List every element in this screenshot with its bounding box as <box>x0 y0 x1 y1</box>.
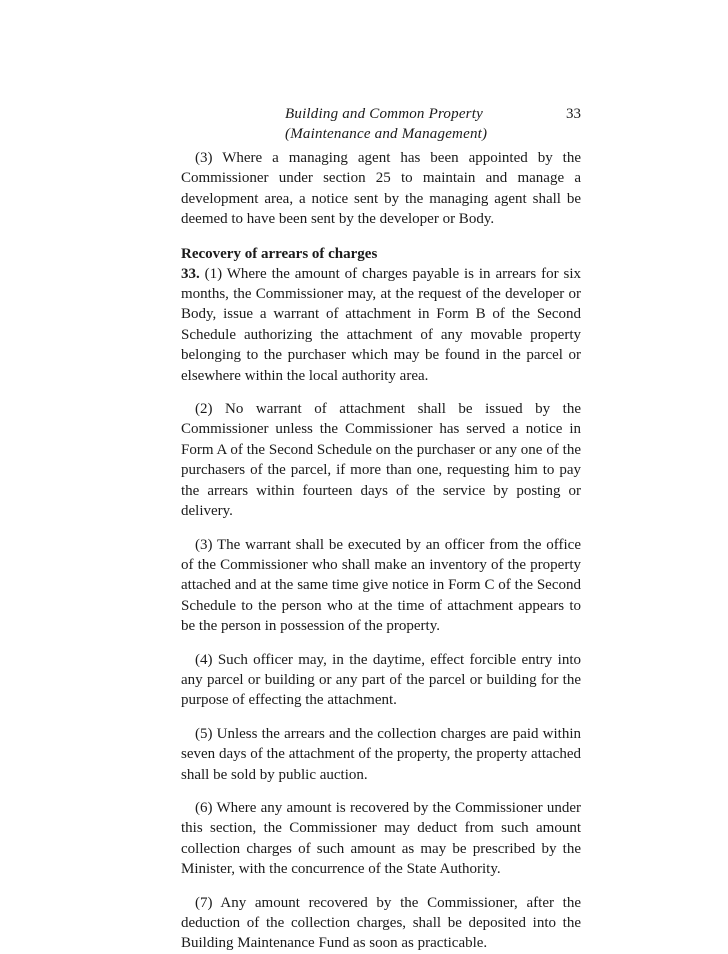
subsection-4: (4) Such officer may, in the daytime, effect forcible entry into any parcel or building or any part of the parcel or building for the purpose of effecting the attachment. <box>181 651 581 709</box>
running-title-line-1: Building and Common Property <box>285 106 483 122</box>
subsection-1-text: (1) Where the amount of charges payable is in arrears for six months, the Commissioner may, at the request of the developer or Body, issue a warrant of attachment in Form B of the Second Schedule authorizing the attachment of any movable property belonging to the purchaser which may be found in the parcel or elsewhere within the local authority area. <box>181 265 582 384</box>
subsection-5: (5) Unless the arrears and the collection charges are paid within seven days of the attachment of the property, the property attached shall be sold by public auction. <box>181 725 581 783</box>
subsection-6: (6) Where any amount is recovered by the Commissioner under this section, the Commissioner may deduct from such amount collection charges of such amount as may be prescribed by the Minister, with the concurrence of the State Authority. <box>181 799 581 878</box>
subsection-7: (7) Any amount recovered by the Commissioner, after the deduction of the collection charges, shall be deposited into the Building Maintenance Fund as soon as practicable. <box>181 894 581 952</box>
body-text <box>181 148 581 954</box>
section-heading: Recovery of arrears of charges <box>181 245 378 262</box>
subsection-3: (3) The warrant shall be executed by an officer from the office of the Commissioner who shall make an inventory of the property attached and at the same time give notice in Form C of the Second Schedule to the person who at the time of attachment appears to be the person in possession of the property. <box>181 536 581 635</box>
paragraph-prev-subsection-3: (3) Where a managing agent has been appointed by the Commissioner under section 25 to maintain and manage a development area, a notice sent by the managing agent shall be deemed to have been sent by the developer or Body. <box>181 150 581 228</box>
running-title-line-2: (Maintenance and Management) <box>285 126 488 142</box>
subsection-2: (2) No warrant of attachment shall be issued by the Commissioner unless the Commissioner has served a notice in Form A of the Second Schedule on the purchaser or any one of the purchasers of the parcel, if more than one, requesting him to pay the arrears within fourteen days of the service by posting or delivery. <box>181 401 581 520</box>
section-number: 33. <box>181 265 200 282</box>
subsection-1 <box>181 264 581 386</box>
running-title <box>285 104 525 144</box>
running-header <box>181 104 581 144</box>
page-number: 33 <box>566 106 581 122</box>
